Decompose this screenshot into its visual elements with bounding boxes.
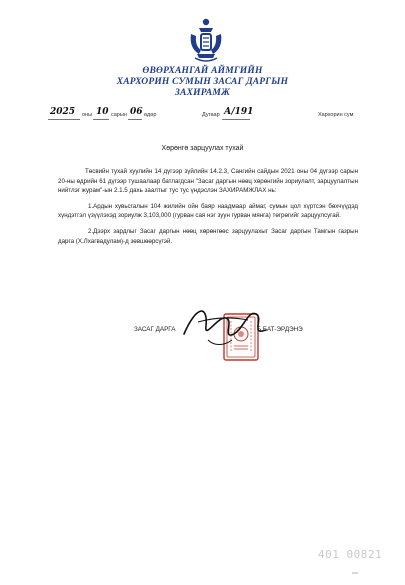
- signatory-title: ЗАСАГ ДАРГА: [134, 326, 176, 333]
- month-underline: [93, 119, 109, 120]
- scan-speck: [352, 572, 358, 574]
- number-handwritten: А/191: [224, 107, 254, 117]
- place-label: Хархорин сум: [318, 112, 354, 118]
- day-underline: [128, 119, 142, 120]
- serial-number: 401 00821: [318, 548, 383, 561]
- document-body: [58, 167, 358, 252]
- day-handwritten: 06: [130, 107, 143, 117]
- header-aimag: ӨВӨРХАНГАЙ АЙМГИЙН: [142, 66, 263, 76]
- document-header: [0, 66, 405, 99]
- signatory-name: Б.БАТ-ЭРДЭНЭ: [257, 326, 303, 333]
- body-paragraph-1: Төсвийн тухай хуулийн 14 дүгээр зүйлийн 14.2.3, Сангийн сайдын 2021 оны 04 дүгээр сарын 20-ны өдрийн 61 дүгээр тушаалаар батлагдсан "Засаг даргын нөөц хөрөнгийн зориулалт, зарцуулалтын нийтлэг журам"-ын 2.1.5 дахь заалтыг тус тус үндэслэн ЗАХИРАМЖЛАХ нь:: [58, 168, 358, 195]
- state-emblem-icon: [185, 14, 227, 64]
- year-handwritten: 2025: [50, 107, 76, 117]
- document-subject: Хөрөнгө зарцуулах тухай: [161, 145, 244, 152]
- year-underline: [48, 119, 80, 120]
- day-label: өдөр: [144, 112, 157, 118]
- meta-row: [0, 107, 405, 121]
- month-handwritten: 10: [96, 107, 109, 117]
- header-sum-governor: ХАРХОРИН СУМЫН ЗАСАГ ДАРГЫН: [116, 77, 289, 87]
- header-decree: ЗАХИРАМЖ: [175, 88, 230, 98]
- number-label: Дугаар: [202, 112, 220, 118]
- year-label: оны: [82, 112, 93, 118]
- body-paragraph-2: 1.Ардын хувьсгалын 104 жилийн ойн баяр наадмаар аймаг, сумын цол хүртсэн бөхчүүдэд хүндэтгэл үзүүлэхэд зориулж 3,103,000 (гурван сая нэг зуун гурван мянга) төгрөгийг зарцуулсугай.: [58, 202, 358, 220]
- number-underline: [222, 119, 250, 120]
- handwritten-signature-icon: [178, 296, 273, 352]
- body-paragraph-3: 2.Дээрх зардлыг Засаг даргын нөөц хөрөнгөөс зарцуулахыг Засаг даргын Тамгын газрын дарга (Х.Лхагвадулам)-д зөвшөөрсүгэй.: [58, 227, 358, 245]
- month-label: сарын: [111, 112, 127, 118]
